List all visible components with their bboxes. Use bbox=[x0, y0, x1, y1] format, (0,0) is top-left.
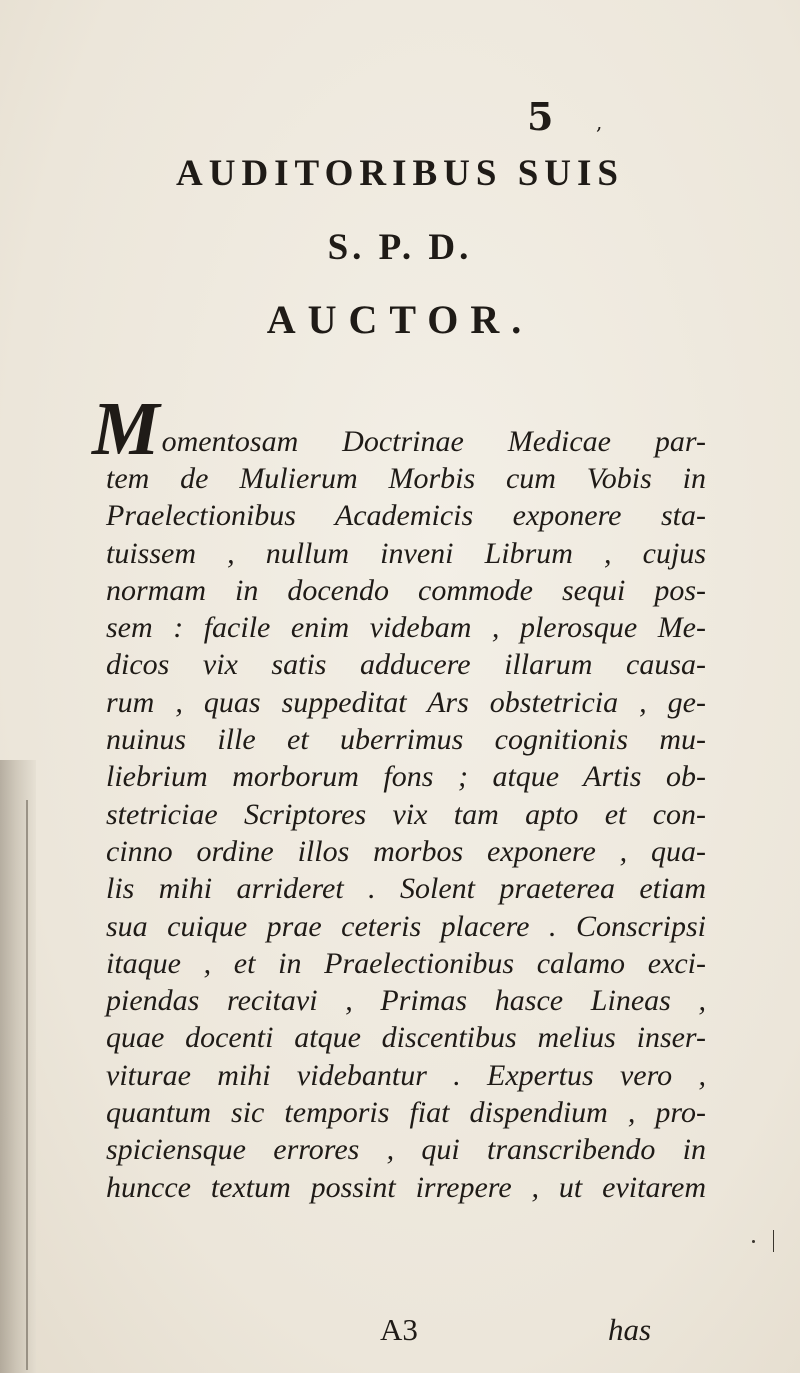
text-line: lis mihi arrideret . Solent praeterea etiam bbox=[106, 872, 706, 906]
text-line: stetriciae Scriptores vix tam apto et con- bbox=[106, 797, 706, 831]
first-line-text: omentosam Doctrinae Medicae par- bbox=[161, 425, 706, 458]
text-line: quae docenti atque discentibus melius inser- bbox=[106, 1021, 706, 1055]
text-line: liebrium morborum fons ; atque Artis ob- bbox=[106, 760, 706, 794]
text-line: spiciensque errores , qui transcribendo in bbox=[106, 1133, 706, 1167]
text-line: tem de Mulierum Morbis cum Vobis in bbox=[106, 462, 706, 495]
ink-speck: , bbox=[596, 110, 603, 134]
signature-mark: A3 bbox=[380, 1312, 418, 1347]
text-line: rum , quas suppeditat Ars obstetricia , ge- bbox=[106, 685, 706, 719]
text-line: nuinus ille et uberrimus cognitionis mu- bbox=[106, 723, 706, 757]
page-number: 5 bbox=[527, 94, 554, 139]
binding-edge-line bbox=[26, 800, 28, 1370]
catchword: has bbox=[608, 1312, 652, 1347]
text-line: itaque , et in Praelectionibus calamo exci- bbox=[106, 946, 706, 980]
body-text bbox=[92, 370, 706, 1206]
first-line bbox=[92, 387, 706, 471]
text-line: cinno ordine illos morbos exponere , qua- bbox=[106, 834, 706, 868]
text-line: Praelectionibus Academicis exponere sta- bbox=[106, 499, 706, 533]
margin-mark bbox=[773, 1230, 774, 1252]
text-line: piendas recitavi , Primas hasce Lineas , bbox=[106, 984, 706, 1018]
text-line: normam in docendo commode sequi pos- bbox=[106, 573, 706, 607]
text-line: quantum sic temporis fiat dispendium , pro- bbox=[106, 1096, 706, 1130]
text-line: viturae mihi videbantur . Expertus vero , bbox=[106, 1058, 706, 1092]
drop-cap: M bbox=[92, 387, 160, 471]
heading-auctor: AUCTOR. bbox=[266, 297, 534, 342]
margin-dot bbox=[752, 1240, 755, 1243]
heading-auditoribus: AUDITORIBUS SUIS bbox=[176, 153, 624, 194]
text-line: tuissem , nullum inveni Librum , cujus bbox=[106, 536, 706, 570]
text-line: sua cuique prae ceteris placere . Conscripsi bbox=[106, 909, 706, 943]
text-line: sem : facile enim videbam , plerosque Me- bbox=[106, 611, 706, 645]
heading-spd: S. P. D. bbox=[327, 227, 473, 268]
binding-shadow bbox=[0, 760, 36, 1373]
text-line: dicos vix satis adducere illarum causa- bbox=[106, 648, 706, 682]
text-line: huncce textum possint irrepere , ut evitarem bbox=[106, 1170, 706, 1204]
